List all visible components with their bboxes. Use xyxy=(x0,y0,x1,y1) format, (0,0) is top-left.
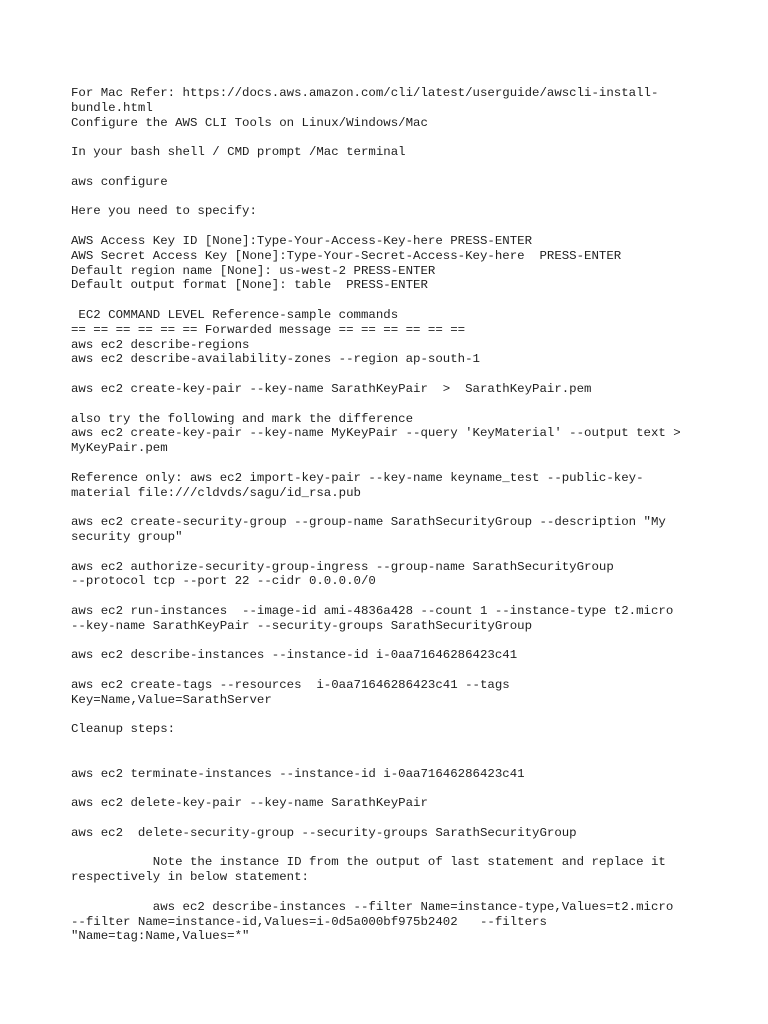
text-line: Note the instance ID from the output of last statement and replace it xyxy=(71,855,666,870)
text-line: Here you need to specify: xyxy=(71,204,257,219)
blank-line xyxy=(71,160,711,175)
blank-line xyxy=(71,663,711,678)
text-line: aws ec2 run-instances --image-id ami-4836a428 --count 1 --instance-type t2.micro xyxy=(71,603,674,618)
text-line: Cleanup steps: xyxy=(71,722,176,737)
blank-line xyxy=(71,811,711,826)
text-line: --key-name SarathKeyPair --security-groups SarathSecurityGroup xyxy=(71,618,533,633)
text-line: respectively in below statement: xyxy=(71,870,309,885)
blank-line xyxy=(71,456,711,471)
blank-line xyxy=(71,219,711,234)
text-line: aws ec2 terminate-instances --instance-id i-0aa71646286423c41 xyxy=(71,766,525,781)
text-line: aws ec2 describe-instances --filter Name=instance-type,Values=t2.micro xyxy=(71,899,674,914)
text-line: Key=Name,Value=SarathServer xyxy=(71,692,272,707)
blank-line xyxy=(71,293,711,308)
blank-line xyxy=(71,737,711,752)
blank-line xyxy=(71,589,711,604)
text-line: MyKeyPair.pem xyxy=(71,441,168,456)
text-line: --protocol tcp --port 22 --cidr 0.0.0.0/0 xyxy=(71,574,376,589)
text-line: aws ec2 create-key-pair --key-name SarathKeyPair > SarathKeyPair.pem xyxy=(71,381,592,396)
text-line: aws ec2 describe-availability-zones --region ap-south-1 xyxy=(71,352,480,367)
text-line: For Mac Refer: https://docs.aws.amazon.com/cli/latest/userguide/awscli-install- xyxy=(71,86,659,100)
document-page xyxy=(71,86,711,944)
text-line: Configure the AWS CLI Tools on Linux/Windows/Mac xyxy=(71,115,428,130)
text-line: aws configure xyxy=(71,174,168,189)
text-line: aws ec2 create-tags --resources i-0aa71646286423c41 --tags xyxy=(71,677,510,692)
blank-line xyxy=(71,885,711,900)
blank-line xyxy=(71,367,711,382)
text-line: aws ec2 describe-regions xyxy=(71,337,250,352)
text-line: "Name=tag:Name,Values=*" xyxy=(71,929,250,944)
text-line: AWS Secret Access Key [None]:Type-Your-Secret-Access-Key-here PRESS-ENTER xyxy=(71,248,622,263)
text-line: AWS Access Key ID [None]:Type-Your-Access-Key-here PRESS-ENTER xyxy=(71,233,533,248)
blank-line xyxy=(71,707,711,722)
text-line: material file:///cldvds/sagu/id_rsa.pub xyxy=(71,485,361,500)
text-line: aws ec2 create-key-pair --key-name MyKeyPair --query 'KeyMaterial' --output text > xyxy=(71,426,681,441)
text-line: In your bash shell / CMD prompt /Mac terminal xyxy=(71,145,406,160)
blank-line xyxy=(71,752,711,767)
blank-line xyxy=(71,397,711,412)
text-line: Reference only: aws ec2 import-key-pair --key-name keyname_test --public-key- xyxy=(71,470,644,485)
text-line: == == == == == == Forwarded message == == == == == == xyxy=(71,322,466,337)
text-line: aws ec2 delete-security-group --security-groups SarathSecurityGroup xyxy=(71,825,577,840)
text-line: bundle.html xyxy=(71,100,153,115)
blank-line xyxy=(71,190,711,205)
blank-line xyxy=(71,841,711,856)
text-line: aws ec2 create-security-group --group-name SarathSecurityGroup --description "My xyxy=(71,515,666,530)
text-line: --filter Name=instance-id,Values=i-0d5a000bf975b2402 --filters xyxy=(71,914,547,929)
text-line: Default output format [None]: table PRESS-ENTER xyxy=(71,278,428,293)
blank-line xyxy=(71,781,711,796)
text-line: Default region name [None]: us-west-2 PRESS-ENTER xyxy=(71,263,436,278)
blank-line xyxy=(71,545,711,560)
text-line: also try the following and mark the difference xyxy=(71,411,414,426)
blank-line xyxy=(71,130,711,145)
blank-line xyxy=(71,500,711,515)
text-line: aws ec2 describe-instances --instance-id i-0aa71646286423c41 xyxy=(71,648,518,663)
text-line: aws ec2 authorize-security-group-ingress --group-name SarathSecurityGroup xyxy=(71,559,614,574)
text-line: EC2 COMMAND LEVEL Reference-sample commands xyxy=(71,307,399,322)
text-line: aws ec2 delete-key-pair --key-name SarathKeyPair xyxy=(71,796,428,811)
text-line: security group" xyxy=(71,529,183,544)
blank-line xyxy=(71,633,711,648)
